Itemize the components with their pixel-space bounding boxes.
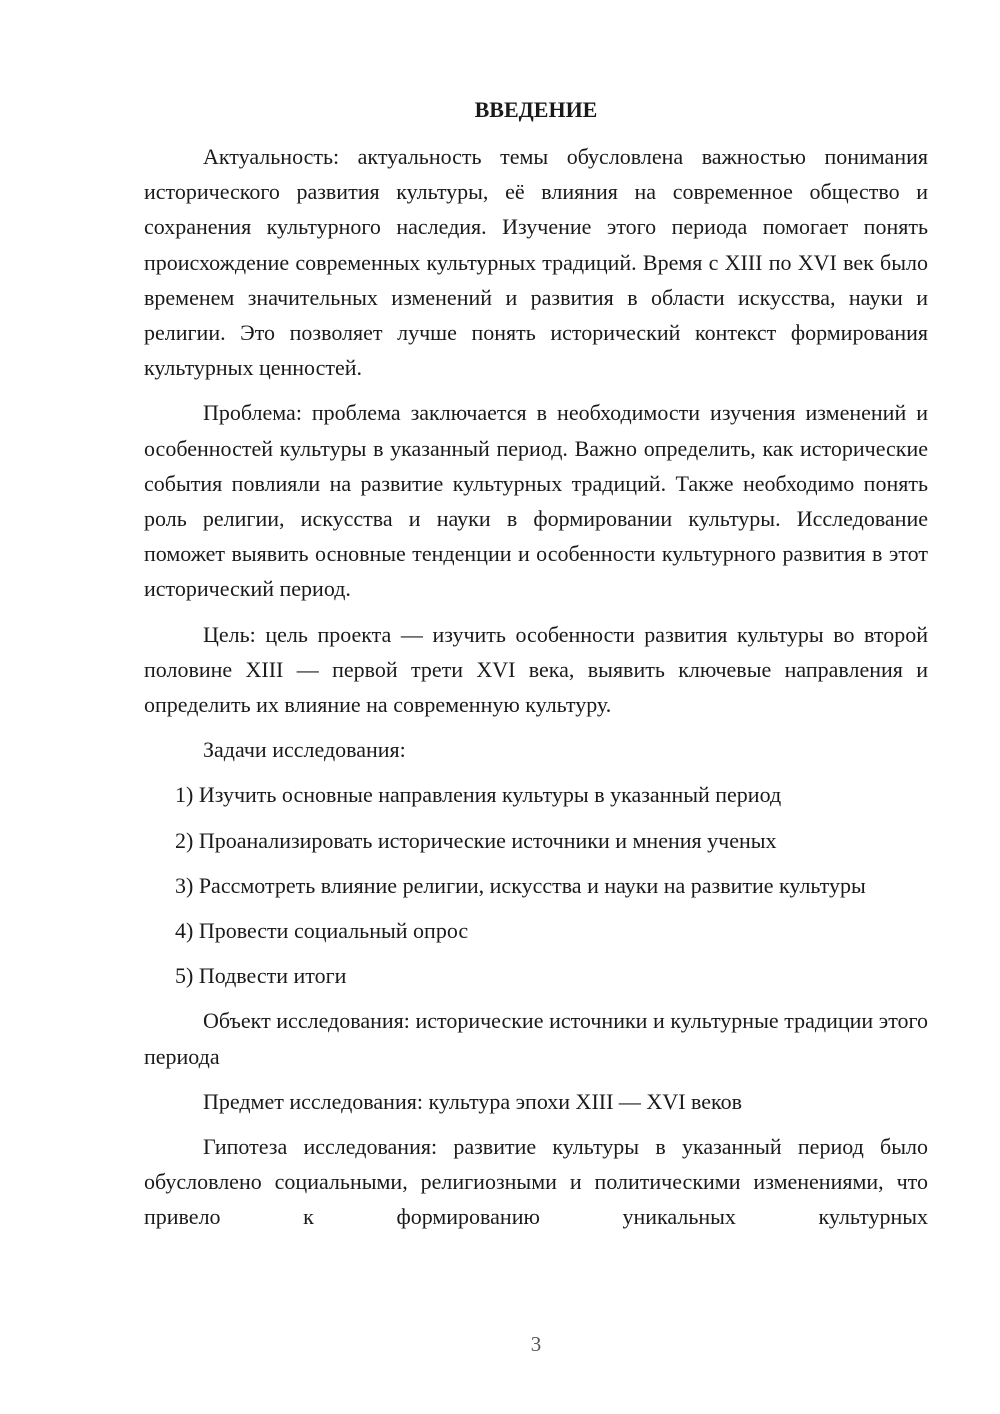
task-item-5: 5) Подвести итоги bbox=[175, 963, 347, 989]
page-number: 3 bbox=[530, 1332, 542, 1356]
tasks-title: Задачи исследования: bbox=[203, 737, 406, 763]
problem-paragraph: Проблема: проблема заключается в необходимости изучения изменений и особенностей культуры в указанный период. Важно определить, как исторические события повлияли на развитие культурных традиций. Также необходимо понять роль религии, искусства и науки в формировании культуры. Исследование поможет выявить основные тенденции и особенности культурного развития в этот исторический период. bbox=[144, 400, 928, 602]
task-item-4: 4) Провести социальный опрос bbox=[175, 918, 469, 944]
relevance-paragraph: Актуальность: актуальность темы обусловлена важностью понимания исторического развития культуры, её влияния на современное общество и сохранения культурного наследия. Изучение этого периода помогает понять происхождение современных культурных традиций. Время с XIII по XVI век было временем значительных изменений и развития в области искусства, науки и религии. Это позволяет лучше понять исторический контекст формирования культурных ценностей. bbox=[144, 144, 928, 381]
hypothesis-paragraph: Гипотеза исследования: развитие культуры в указанный период было обусловлено социальными, религиозными и политическими изменениями, что привело к формированию уникальных культурных bbox=[144, 1134, 928, 1230]
subject-paragraph: Предмет исследования: культура эпохи XIII — XVI веков bbox=[203, 1088, 743, 1114]
task-item-1: 1) Изучить основные направления культуры в указанный период bbox=[175, 782, 782, 808]
task-item-2: 2) Проанализировать исторические источники и мнения ученых bbox=[175, 827, 777, 853]
goal-paragraph: Цель: цель проекта — изучить особенности развития культуры во второй половине XIII — первой трети XVI века, выявить ключевые направления и определить их влияние на современную культуру. bbox=[144, 621, 928, 718]
page-title: ВВЕДЕНИЕ bbox=[474, 97, 598, 122]
document-page bbox=[144, 92, 928, 1235]
task-item-3: 3) Рассмотреть влияние религии, искусства и науки на развитие культуры bbox=[175, 872, 866, 898]
object-paragraph: Объект исследования: исторические источники и культурные традиции этого периода bbox=[144, 1008, 928, 1069]
